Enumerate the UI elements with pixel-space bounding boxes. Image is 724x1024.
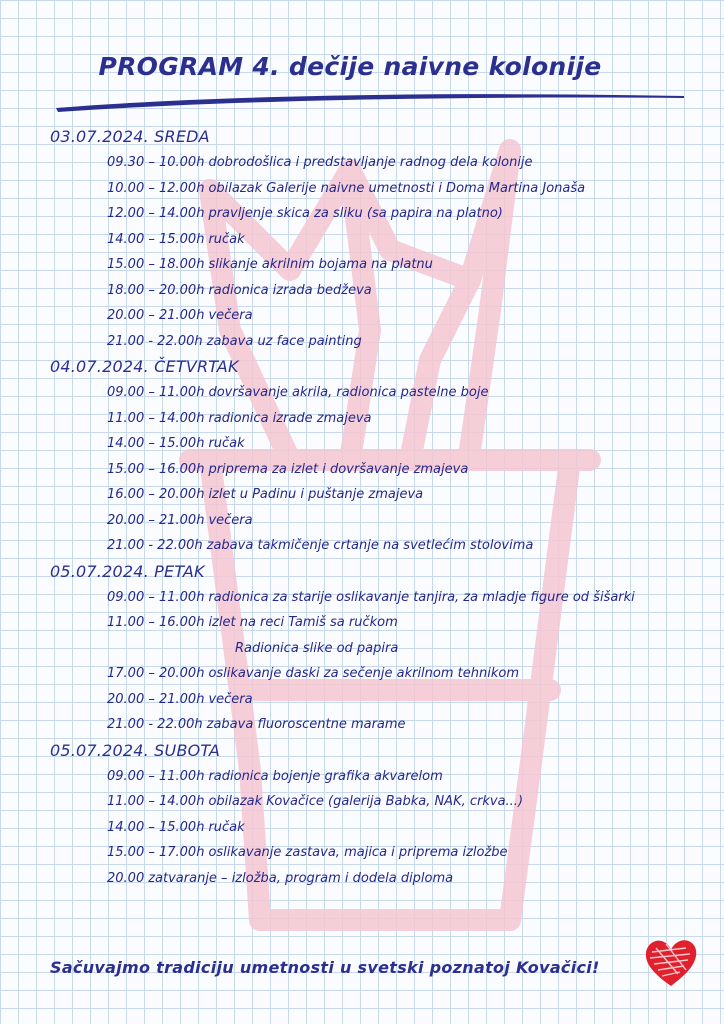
- event-description: zabava takmičenje crtanje na svetlećim stolovima: [206, 538, 534, 553]
- schedule-item: [50, 150, 710, 176]
- event-description: radionica izrade zmajeva: [208, 410, 372, 426]
- event-description: oslikavanje daski za sečenje akrilnom tehnikom: [208, 666, 519, 681]
- event-description: ručak: [208, 231, 245, 247]
- schedule-item: [50, 329, 710, 355]
- event-description: pravljenje skica za sliku (sa papira na platno): [208, 206, 503, 221]
- event-time: 20.00: [107, 870, 145, 886]
- event-time: 20.00 – 21.00h: [107, 512, 205, 528]
- heart-icon: [642, 934, 700, 992]
- event-time: 21.00 - 22.00h: [107, 538, 203, 553]
- event-description: priprema za izlet i dovršavanje zmajeva: [208, 461, 469, 477]
- event-description: izlet na reci Tamiš sa ručkom: [208, 615, 398, 630]
- event-description: Radionica slike od papira: [235, 640, 399, 656]
- event-time: 09.30 – 10.00h: [107, 155, 205, 170]
- footer-slogan: Sačuvajmo tradiciju umetnosti u svetski poznatoj Kovačici!: [50, 958, 600, 977]
- event-time: 11.00 – 14.00h: [107, 410, 205, 426]
- event-time: 09.00 – 11.00h: [107, 385, 205, 400]
- event-time: 14.00 – 15.00h: [107, 436, 205, 451]
- event-description: izlet u Padinu i puštanje zmajeva: [208, 487, 424, 502]
- schedule-item: [50, 406, 710, 432]
- day-heading: 04.07.2024. ČETVRTAK: [50, 357, 239, 376]
- event-description: radionica izrada bedževa: [208, 282, 372, 298]
- schedule-item: [50, 227, 710, 253]
- schedule-item: [50, 712, 710, 738]
- event-description: dobrodošlica i predstavljanje radnog dela kolonije: [208, 155, 533, 170]
- schedule-item: [50, 815, 710, 841]
- event-description: zatvaranje – izložba, program i dodela diploma: [148, 870, 454, 886]
- event-description: dovršavanje akrila, radionica pastelne boje: [208, 385, 489, 400]
- event-time: 15.00 – 18.00h: [107, 257, 205, 272]
- event-time: 15.00 – 17.00h: [107, 845, 205, 860]
- schedule-item: [50, 610, 710, 636]
- schedule-item: [50, 303, 710, 329]
- title-underline: [50, 90, 690, 116]
- schedule-item: [50, 457, 710, 483]
- event-time: 09.00 – 11.00h: [107, 768, 205, 784]
- schedule-item: [50, 278, 710, 304]
- event-time: 11.00 – 16.00h: [107, 615, 205, 630]
- event-time: 20.00 – 21.00h: [107, 308, 205, 323]
- schedule-item: [50, 252, 710, 278]
- schedule-item: [50, 687, 710, 713]
- event-time: 15.00 – 16.00h: [107, 461, 205, 477]
- event-time: 21.00 - 22.00h: [107, 333, 203, 349]
- day-heading: 03.07.2024. SREDA: [50, 127, 210, 146]
- event-description: ručak: [208, 819, 245, 835]
- schedule-item-continuation: [50, 636, 710, 662]
- page-title: PROGRAM 4. dečije naivne kolonije: [98, 52, 602, 81]
- event-time: 10.00 – 12.00h: [107, 180, 205, 196]
- event-time: 09.00 – 11.00h: [107, 589, 205, 605]
- event-time: 18.00 – 20.00h: [107, 282, 205, 298]
- event-description: slikanje akrilnim bojama na platnu: [208, 257, 433, 272]
- schedule-item: [50, 482, 710, 508]
- schedule-item: [50, 764, 710, 790]
- schedule-item: [50, 585, 710, 611]
- schedule-item: [50, 380, 710, 406]
- event-time: 12.00 – 14.00h: [107, 206, 205, 221]
- schedule-item: [50, 431, 710, 457]
- event-time: 14.00 – 15.00h: [107, 231, 205, 247]
- event-time: 21.00 - 22.00h: [107, 717, 203, 732]
- event-description: oslikavanje zastava, majica i priprema izložbe: [208, 845, 508, 860]
- schedule: [50, 124, 710, 891]
- event-time: 17.00 – 20.00h: [107, 666, 205, 681]
- event-description: zabava uz face painting: [206, 333, 362, 349]
- event-description: večera: [208, 308, 253, 323]
- event-time: 20.00 – 21.00h: [107, 691, 205, 707]
- schedule-item: [50, 661, 710, 687]
- event-time: 16.00 – 20.00h: [107, 487, 205, 502]
- event-description: radionica bojenje grafika akvarelom: [208, 768, 443, 784]
- event-description: radionica za starije oslikavanje tanjira, za mladje figure od šišarki: [208, 589, 635, 605]
- event-description: obilazak Galerije naivne umetnosti i Doma Martina Jonaša: [208, 180, 586, 196]
- event-time: 11.00 – 14.00h: [107, 794, 205, 809]
- event-time: 14.00 – 15.00h: [107, 819, 205, 835]
- schedule-item: [50, 508, 710, 534]
- schedule-item: [50, 866, 710, 892]
- event-description: večera: [208, 512, 253, 528]
- event-description: večera: [208, 691, 253, 707]
- event-description: zabava fluoroscentne marame: [206, 717, 406, 732]
- day-heading: 05.07.2024. PETAK: [50, 561, 205, 581]
- event-description: obilazak Kovačice (galerija Babka, NAK, crkva...): [208, 794, 524, 809]
- event-description: ručak: [208, 436, 245, 451]
- schedule-item: [50, 176, 710, 202]
- schedule-item: [50, 840, 710, 866]
- schedule-item: [50, 201, 710, 227]
- schedule-item: [50, 533, 710, 559]
- day-heading: 05.07.2024. SUBOTA: [50, 740, 221, 760]
- schedule-item: [50, 789, 710, 815]
